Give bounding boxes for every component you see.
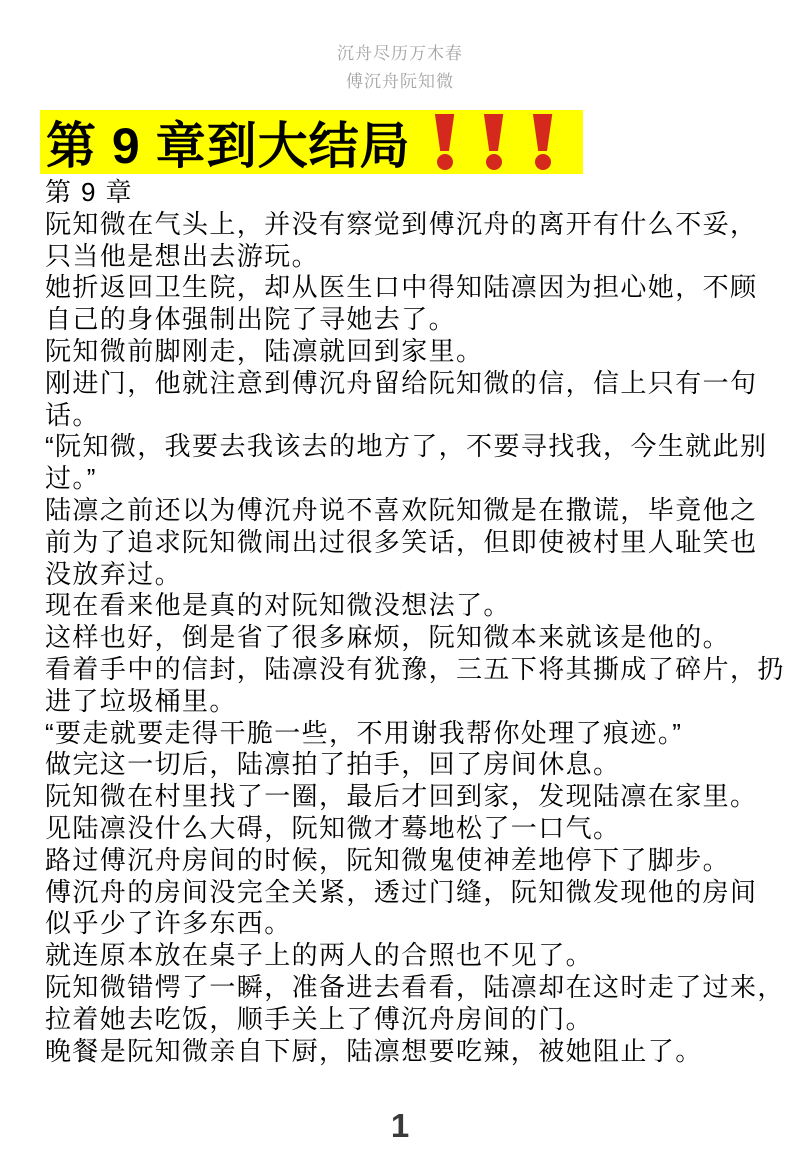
- text-line: 拉着她去吃饭，顺手关上了傅沉舟房间的门。: [45, 1003, 594, 1034]
- text-line: 刚进门，他就注意到傅沉舟留给阮知微的信，信上只有一句: [45, 367, 758, 398]
- text-line: 她折返回卫生院，却从医生口中得知陆凛因为担心她，不顾: [45, 272, 758, 303]
- text-line: 就连原本放在桌子上的两人的合照也不见了。: [45, 940, 594, 971]
- page-footer: [0, 1107, 800, 1145]
- exclamation-icon: [531, 114, 555, 170]
- chapter-body: [45, 177, 800, 1067]
- text-line: 陆凛之前还以为傅沉舟说不喜欢阮知微是在撒谎，毕竟他之: [45, 494, 758, 525]
- text-line: 看着手中的信封，陆凛没有犹豫，三五下将其撕成了碎片，扔: [45, 653, 785, 684]
- header-subtitle-line1: 沉舟尽历万木春: [337, 44, 463, 63]
- text-line: 阮知微在村里找了一圈，最后才回到家，发现陆凛在家里。: [45, 781, 758, 812]
- text-line: 话。: [45, 399, 100, 430]
- text-line: 第 9 章: [45, 177, 133, 207]
- text-line: 做完这一切后，陆凛拍了拍手，回了房间休息。: [45, 749, 621, 780]
- text-line: 过。”: [45, 463, 97, 494]
- page-number: 1: [390, 1107, 410, 1144]
- text-line: 只当他是想出去游玩。: [45, 240, 320, 271]
- chapter-title-banner: [40, 110, 583, 174]
- text-line: 进了垃圾桶里。: [45, 685, 237, 716]
- exclamation-marks-group: [433, 114, 555, 170]
- text-line: 这样也好，倒是省了很多麻烦，阮知微本来就该是他的。: [45, 622, 731, 653]
- text-line: “阮知微，我要去我该去的地方了，不要寻找我，今生就此别: [45, 431, 768, 462]
- document-header: [0, 0, 800, 96]
- text-line: 前为了追求阮知微闹出过很多笑话，但即使被村里人耻笑也: [45, 526, 758, 557]
- text-line: 阮知微错愕了一瞬，准备进去看看，陆凛却在这时走了过来，: [45, 971, 785, 1002]
- header-subtitle-line2: 傅沉舟阮知微: [346, 72, 454, 91]
- text-line: 晚餐是阮知微亲自下厨，陆凛想要吃辣，被她阻止了。: [45, 1035, 703, 1066]
- exclamation-icon: [433, 114, 457, 170]
- text-line: 见陆凛没什么大碍，阮知微才蓦地松了一口气。: [45, 812, 621, 843]
- text-line: 阮知微前脚刚走，陆凛就回到家里。: [45, 335, 484, 366]
- chapter-title-text: 第 9 章到大结局: [46, 118, 411, 174]
- text-line: 阮知微在气头上，并没有察觉到傅沉舟的离开有什么不妥，: [45, 208, 758, 239]
- text-line: 现在看来他是真的对阮知微没想法了。: [45, 590, 511, 621]
- exclamation-icon: [482, 114, 506, 170]
- text-line: “要走就要走得干脆一些，不用谢我帮你处理了痕迹。”: [45, 717, 683, 748]
- text-line: 傅沉舟的房间没完全关紧，透过门缝，阮知微发现他的房间: [45, 876, 758, 907]
- text-line: 似乎少了许多东西。: [45, 908, 292, 939]
- text-line: 没放弃过。: [45, 558, 183, 589]
- text-line: 自己的身体强制出院了寻她去了。: [45, 304, 457, 335]
- text-line: 路过傅沉舟房间的时候，阮知微鬼使神差地停下了脚步。: [45, 844, 731, 875]
